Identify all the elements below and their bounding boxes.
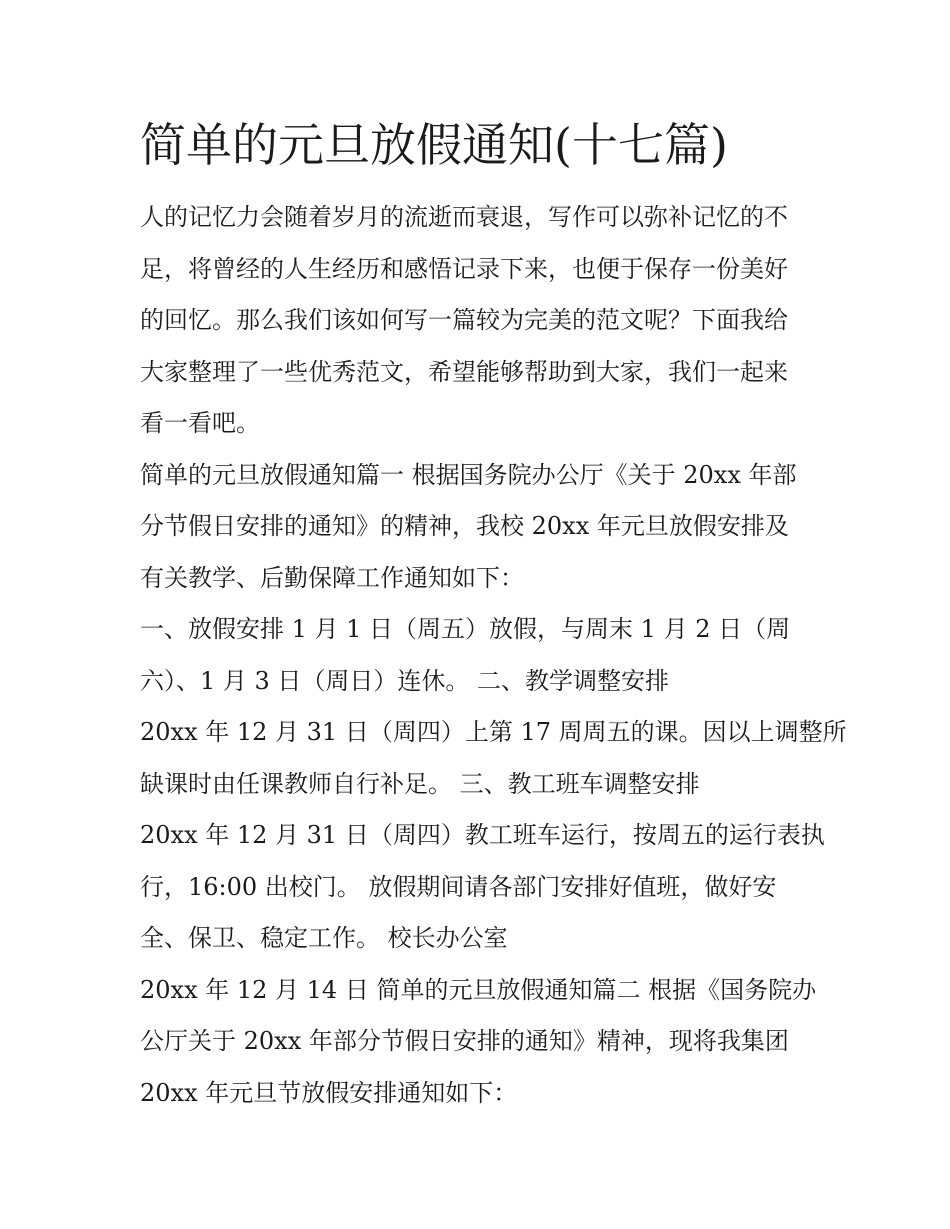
notice-one-paragraph [140, 450, 820, 605]
text-line: 行，16:00 出校门。 放假期间请各部门安排好值班，做好安 [140, 872, 777, 901]
text-line: 足，将曾经的人生经历和感悟记录下来，也便于保存一份美好 [140, 254, 788, 283]
text-line: 20xx 年 12 月 31 日（周四）教工班车运行，按周五的运行表执 [140, 821, 825, 849]
holiday-arrangement-paragraph [140, 604, 847, 965]
text-line: 20xx 年 12 月 31 日（周四）上第 17 周周五的课。因以上调整所 [140, 718, 847, 746]
text-line: 20xx 年 12 月 14 日 简单的元旦放假通知篇二 根据《国务院办 [140, 975, 817, 1004]
document-title: 简单的元旦放假通知(十七篇) [140, 118, 728, 172]
text-line: 的回忆。那么我们该如何写一篇较为完美的范文呢？下面我给 [140, 306, 788, 334]
intro-paragraph [140, 192, 820, 450]
text-line: 一、放假安排 1 月 1 日（周五）放假，与周末 1 月 2 日（周 [140, 615, 791, 643]
text-line: 缺课时由任课教师自行补足。 三、教工班车调整安排 [140, 769, 700, 798]
text-line: 大家整理了一些优秀范文，希望能够帮助到大家，我们一起来 [140, 357, 788, 386]
text-line: 全、保卫、稳定工作。 校长办公室 [140, 924, 508, 952]
text-line: 分节假日安排的通知》的精神，我校 20xx 年元旦放假安排及 [140, 512, 789, 540]
text-line: 人的记忆力会随着岁月的流逝而衰退，写作可以弥补记忆的不 [140, 203, 788, 231]
text-line: 简单的元旦放假通知篇一 根据国务院办公厅《关于 20xx 年部 [140, 460, 797, 489]
text-line: 看一看吧。 [140, 409, 260, 437]
text-line: 六）、1 月 3 日（周日）连休。 二、教学调整安排 [140, 666, 670, 695]
notice-two-paragraph [140, 965, 820, 1120]
text-line: 公厅关于 20xx 年部分节假日安排的通知》精神，现将我集团 [140, 1027, 789, 1055]
document-page [140, 112, 847, 1119]
text-line: 有关教学、后勤保障工作通知如下： [140, 563, 524, 592]
text-line: 20xx 年元旦节放假安排通知如下： [140, 1078, 518, 1107]
